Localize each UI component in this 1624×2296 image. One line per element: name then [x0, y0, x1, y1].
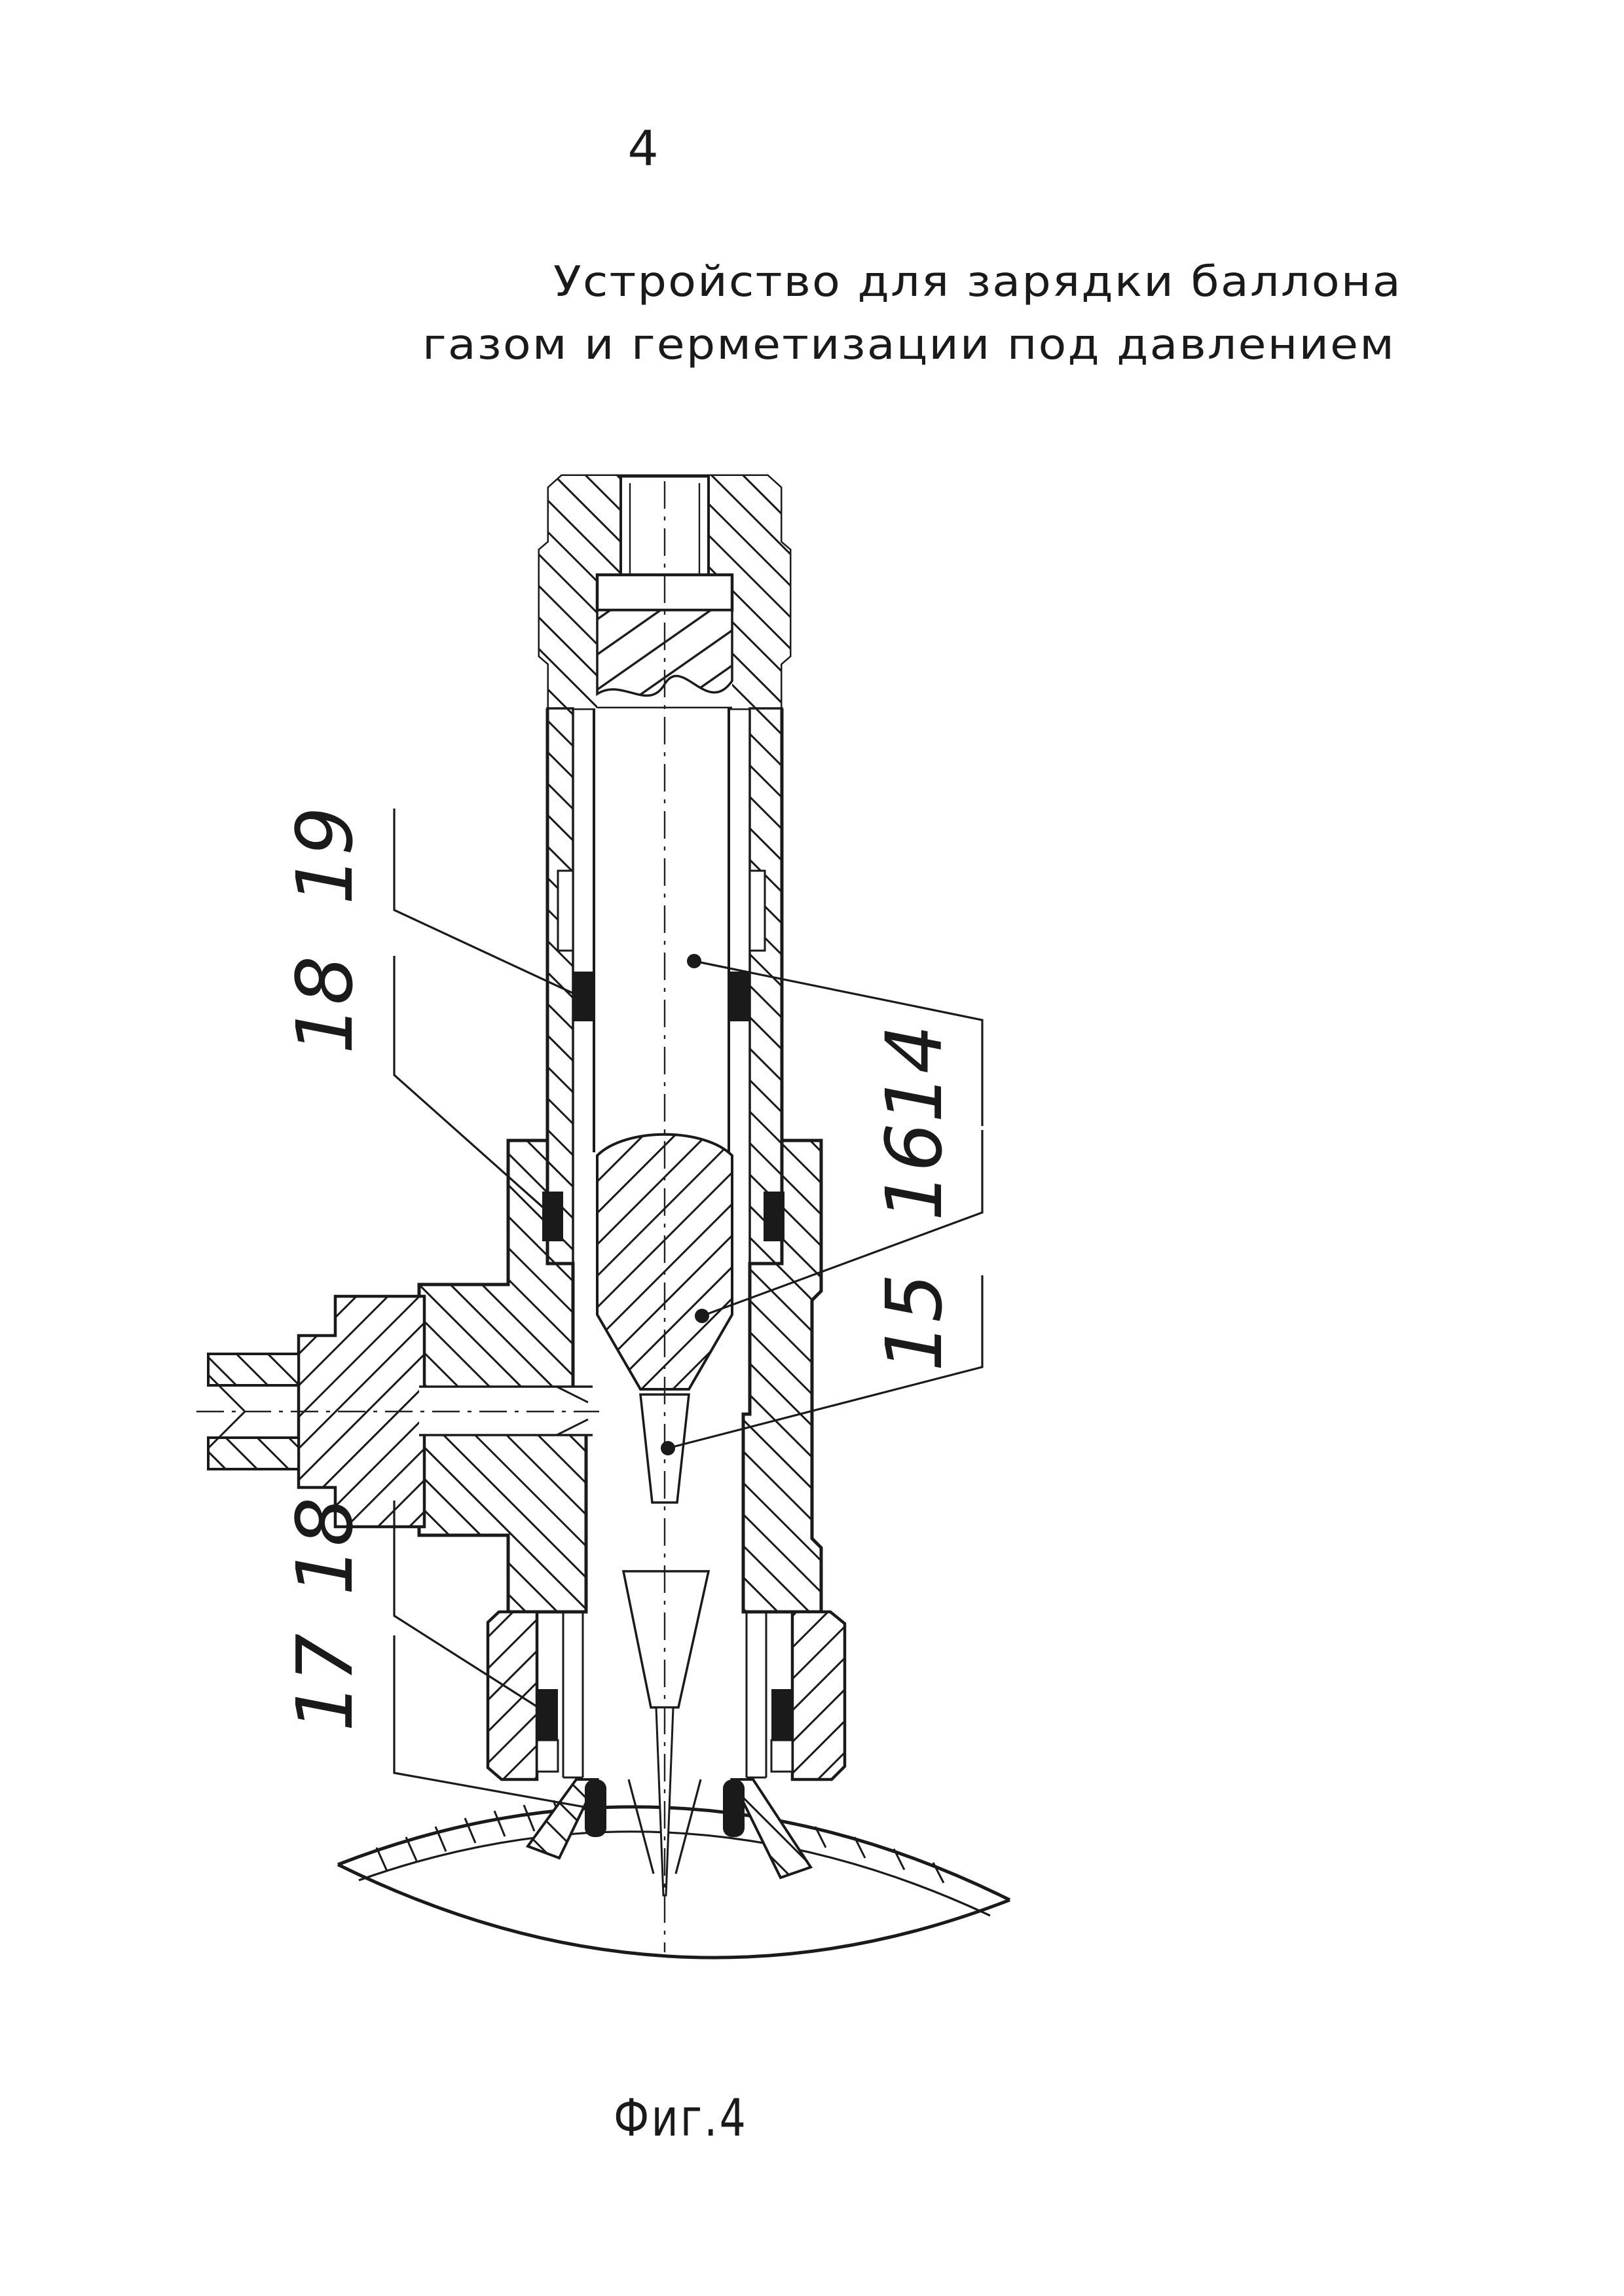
side-port-tube-bottom-wall — [208, 1438, 299, 1469]
figure-title-line1: Устройство для зарядки баллона — [553, 258, 1402, 306]
seal-17-left — [585, 1779, 606, 1837]
sleeve-relief-groove-right — [750, 871, 765, 951]
figure-caption: Фиг.4 — [614, 2089, 748, 2148]
spacer-ring-right — [771, 1740, 792, 1772]
page-number: 4 — [627, 120, 659, 177]
ref-label-19: 19 — [280, 806, 370, 905]
ref-label-18-lower: 18 — [280, 1497, 370, 1596]
figure-title-line2: газом и герметизации под давлением — [422, 321, 1395, 369]
ref-dot-14 — [687, 954, 701, 968]
piston-tube — [594, 708, 729, 1152]
seal-18-lower-left — [537, 1689, 558, 1740]
seal-18-upper-right — [764, 1192, 784, 1241]
cylinder-dome — [338, 1800, 1010, 1958]
ref-label-17: 17 — [280, 1633, 370, 1732]
ref-dot-15 — [661, 1441, 675, 1455]
ref-label-14: 14 — [869, 1024, 959, 1123]
ref-dot-16 — [695, 1309, 709, 1323]
needle-lower-cone — [623, 1571, 709, 1707]
seal-19-left — [573, 972, 594, 1021]
ref-label-18-upper: 18 — [280, 955, 370, 1055]
spacer-ring-left — [537, 1740, 558, 1772]
ref-label-15: 15 — [869, 1273, 959, 1372]
seal-17-right — [723, 1779, 745, 1837]
ref-label-16: 16 — [869, 1122, 959, 1222]
seal-19-right — [729, 972, 750, 1021]
seal-18-lower-right — [771, 1689, 792, 1740]
sleeve-relief-groove-left — [558, 871, 573, 951]
side-port-tube-top-wall — [208, 1354, 299, 1385]
seal-18-upper-left — [542, 1192, 563, 1241]
